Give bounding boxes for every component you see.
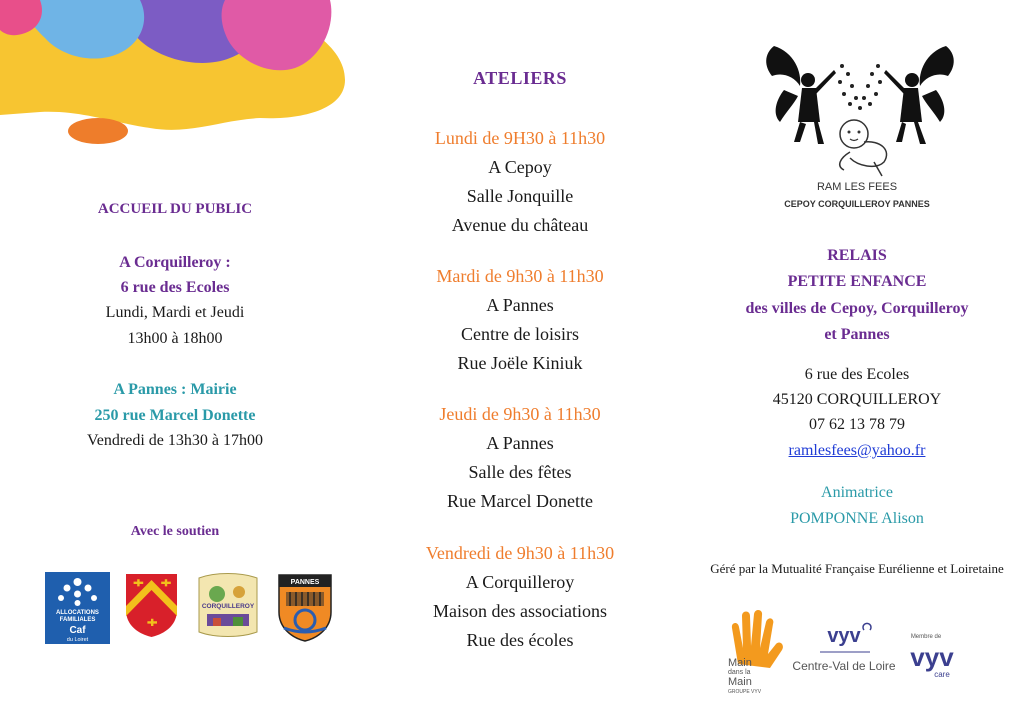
caf-logo [45,572,110,644]
main-dans-la-main-logo [724,608,784,694]
session-4-line-2: Maison des associations [433,601,607,621]
session-3-line-2: Salle des fêtes [468,462,572,482]
email-link[interactable]: ramlesfees@yahoo.fr [788,442,926,459]
ateliers-title: ATELIERS [473,68,567,88]
session-4-day: Vendredi de 9h30 à 11h30 [425,543,615,563]
session-2-line-1: A Pannes [486,295,554,315]
pannes-logo-text: PANNES [290,579,320,586]
session-3-line-3: Rue Marcel Donette [447,491,593,511]
corquilleroy-address: 6 rue des Ecoles [120,279,230,296]
left-panel [0,0,350,724]
corquilleroy-days: Lundi, Mardi et Jeudi [105,304,245,321]
vyv-care-member: Membre de [910,634,942,640]
vyv-region: Centre-Val de Loire [792,659,896,673]
caf-text-1: ALLOCATIONS [56,610,99,616]
corquilleroy-hours: 13h00 à 18h00 [127,330,223,347]
vyv-centre-val-de-loire-logo [786,622,904,676]
watercolor-decoration-icon [0,0,350,160]
vyv-care-brand: vyv [910,642,954,672]
pannes-coat-of-arms-icon [276,572,334,642]
right-panel [690,0,1024,724]
mdlm-word-1: Main [728,657,752,669]
soutien-label: Avec le soutien [130,524,220,539]
relais-line-4: et Pannes [824,326,890,343]
mdlm-word-3: Main [728,676,752,688]
session-3-line-1: A Pannes [486,433,554,453]
corquilleroy-logo-text: CORQUILLEROY [201,603,255,610]
vyv-care-logo [902,628,974,680]
relais-line-2: PETITE ENFANCE [787,273,927,290]
caf-brand: Caf [69,625,86,636]
corquilleroy-heading: A Corquilleroy : [119,254,231,271]
ram-name: RAM LES FEES [816,181,898,193]
corquilleroy-logo [195,572,261,638]
session-2-line-3: Rue Joële Kiniuk [457,353,583,373]
session-2-day: Mardi de 9h30 à 11h30 [436,266,604,286]
mdlm-word-2: dans la [728,669,751,676]
session-1-line-2: Salle Jonquille [466,186,574,206]
pannes-hours: Vendredi de 13h30 à 17h00 [87,432,263,449]
session-4-line-3: Rue des écoles [466,630,574,650]
session-3-day: Jeudi de 9h30 à 11h30 [439,404,601,424]
session-1-line-3: Avenue du château [451,215,589,235]
address-city: 45120 CORQUILLEROY [772,391,942,408]
animatrice-label: Animatrice [821,484,893,501]
address-street: 6 rue des Ecoles [804,366,910,383]
accueil-title: ACCUEIL DU PUBLIC [97,201,253,217]
fairy-logo-icon [754,42,966,182]
session-2-line-2: Centre de loisirs [461,324,579,344]
mdlm-group: GROUPE VYV [728,689,762,694]
relais-line-1: RELAIS [827,247,887,264]
caf-text-2: FAMILIALES [59,617,96,623]
pannes-address: 250 rue Marcel Donette [94,407,256,424]
session-1-line-1: A Cepoy [488,157,552,177]
vyv-care-sub: care [934,670,950,679]
session-1-day: Lundi de 9H30 à 11h30 [434,128,606,148]
ram-subtitle: CEPOY CORQUILLEROY PANNES [784,199,930,209]
middle-panel [350,0,690,724]
relais-line-3: des villes de Cepoy, Corquilleroy [745,300,969,317]
session-4-line-1: A Corquilleroy [465,572,575,592]
cepoy-coat-of-arms-icon [124,572,179,638]
animatrice-name: POMPONNE Alison [790,510,924,527]
caf-region: du Loiret [66,637,89,643]
gestion-text: Géré par la Mutualité Française Eurélienne et Loiretaine [710,561,1004,576]
pannes-heading: A Pannes : Mairie [113,381,237,398]
phone-number: 07 62 13 78 79 [809,416,905,433]
vyv-brand: vyv [827,625,861,647]
